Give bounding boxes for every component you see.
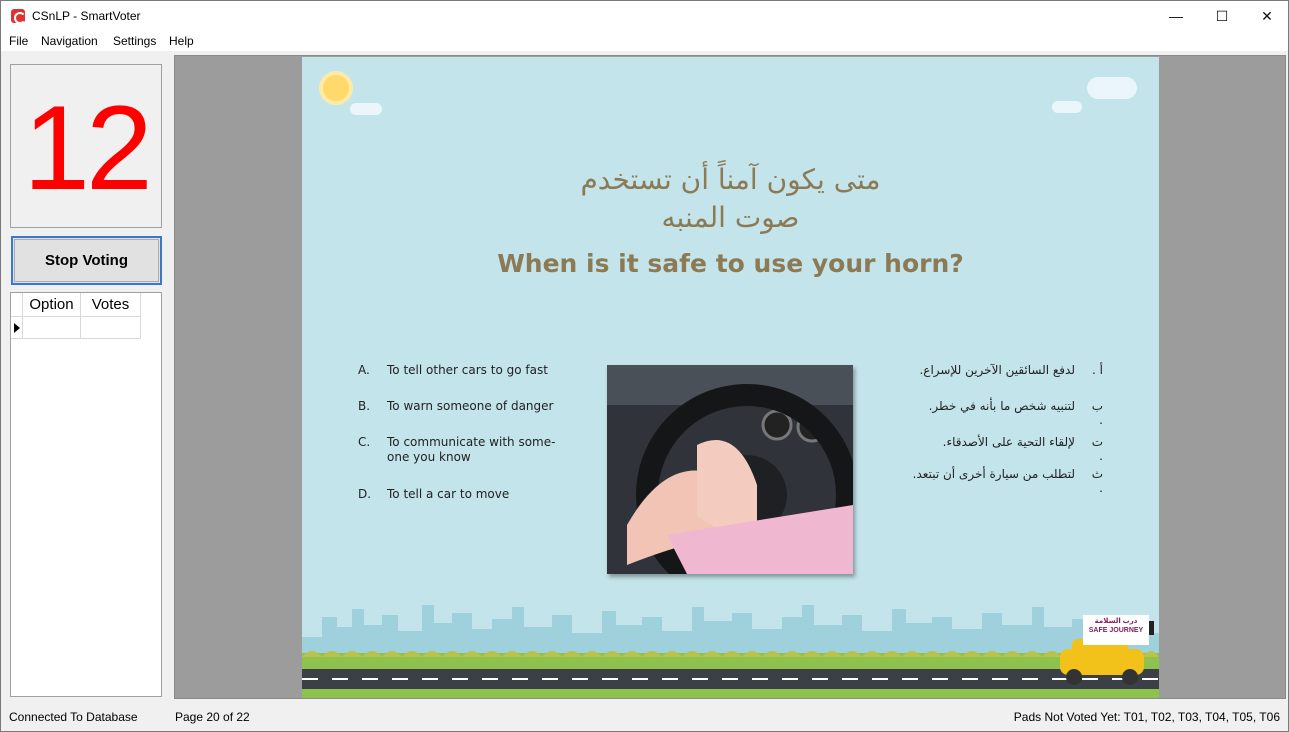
menu-file[interactable]: File — [9, 34, 29, 48]
steering-wheel-photo — [607, 365, 853, 574]
option-letter: ث . — [1091, 467, 1103, 495]
question-title-arabic-line2: صوت المنبه — [661, 201, 800, 234]
page-indicator: Page 20 of 22 — [175, 710, 250, 724]
maximize-button[interactable]: ☐ — [1215, 7, 1229, 24]
window-title: CSnLP - SmartVoter — [32, 9, 141, 23]
city-road-illustration — [302, 597, 1159, 698]
option-text: To tell a car to move — [387, 487, 510, 501]
option-text: لدفع السائقين الآخرين للإسراع. — [919, 363, 1075, 377]
option-a-arabic — [873, 363, 1103, 379]
menu-settings[interactable]: Settings — [113, 34, 157, 48]
option-letter: ت . — [1091, 435, 1103, 463]
stop-voting-label: Stop Voting — [44, 252, 129, 269]
column-header-votes[interactable]: Votes — [81, 293, 141, 317]
vote-counter — [10, 64, 162, 228]
option-text: لإلقاء التحية على الأصدقاء. — [942, 435, 1075, 449]
column-header-option[interactable]: Option — [23, 293, 81, 317]
option-text: To tell other cars to go fast — [387, 363, 548, 377]
option-letter: ب . — [1091, 399, 1103, 427]
steering-wheel-image — [607, 365, 853, 574]
cloud-icon — [1052, 101, 1082, 113]
option-text: To communicate with some-one you know — [387, 435, 556, 464]
slide — [302, 57, 1159, 698]
option-c-arabic — [873, 435, 1103, 463]
left-panel — [9, 63, 163, 697]
option-b-arabic — [873, 399, 1103, 427]
menu-help[interactable]: Help — [169, 34, 194, 48]
grid-header — [11, 293, 141, 317]
logo-text-arabic: درب السلامة — [1094, 618, 1138, 625]
pads-not-voted: Pads Not Voted Yet: T01, T02, T03, T04, T05, T06 — [1013, 710, 1280, 724]
grid-corner — [11, 293, 23, 317]
option-letter: B. — [358, 399, 371, 413]
question-title-arabic-line1: متى يكون آمناً أن تستخدم — [580, 163, 881, 196]
safe-journey-logo — [1083, 615, 1149, 645]
slide-viewer — [174, 55, 1286, 699]
close-button[interactable]: ✕ — [1261, 7, 1273, 24]
title-bar — [1, 1, 1288, 31]
option-letter: A. — [358, 363, 370, 377]
question-title-english: When is it safe to use your horn? — [497, 249, 964, 278]
option-text: لتطلب من سيارة أخرى أن تبتعد. — [912, 467, 1075, 481]
option-text: لتنبيه شخص ما بأنه في خطر. — [928, 399, 1075, 413]
option-d-arabic — [873, 467, 1103, 495]
row-selector-arrow-icon[interactable] — [11, 317, 23, 339]
option-text: To warn someone of danger — [387, 399, 554, 413]
menu-navigation[interactable]: Navigation — [41, 34, 98, 48]
app-logo-icon — [11, 9, 25, 23]
cell-option[interactable] — [23, 317, 81, 339]
status-bar — [1, 705, 1288, 731]
menu-bar — [1, 31, 1288, 51]
option-letter: D. — [358, 487, 372, 501]
logo-text-english: SAFE JOURNEY — [1088, 627, 1144, 634]
cloud-icon — [350, 103, 382, 115]
minimize-button[interactable]: — — [1169, 8, 1183, 24]
counter-value: 12 — [23, 81, 149, 215]
table-row[interactable] — [11, 317, 141, 339]
option-letter: أ . — [1092, 363, 1103, 377]
votes-grid[interactable] — [10, 292, 162, 697]
stop-voting-button[interactable] — [11, 236, 162, 285]
cloud-icon — [1087, 77, 1137, 99]
option-letter: C. — [358, 435, 371, 449]
connection-status: Connected To Database — [9, 710, 138, 724]
sun-icon — [323, 75, 349, 101]
cell-votes[interactable] — [81, 317, 141, 339]
